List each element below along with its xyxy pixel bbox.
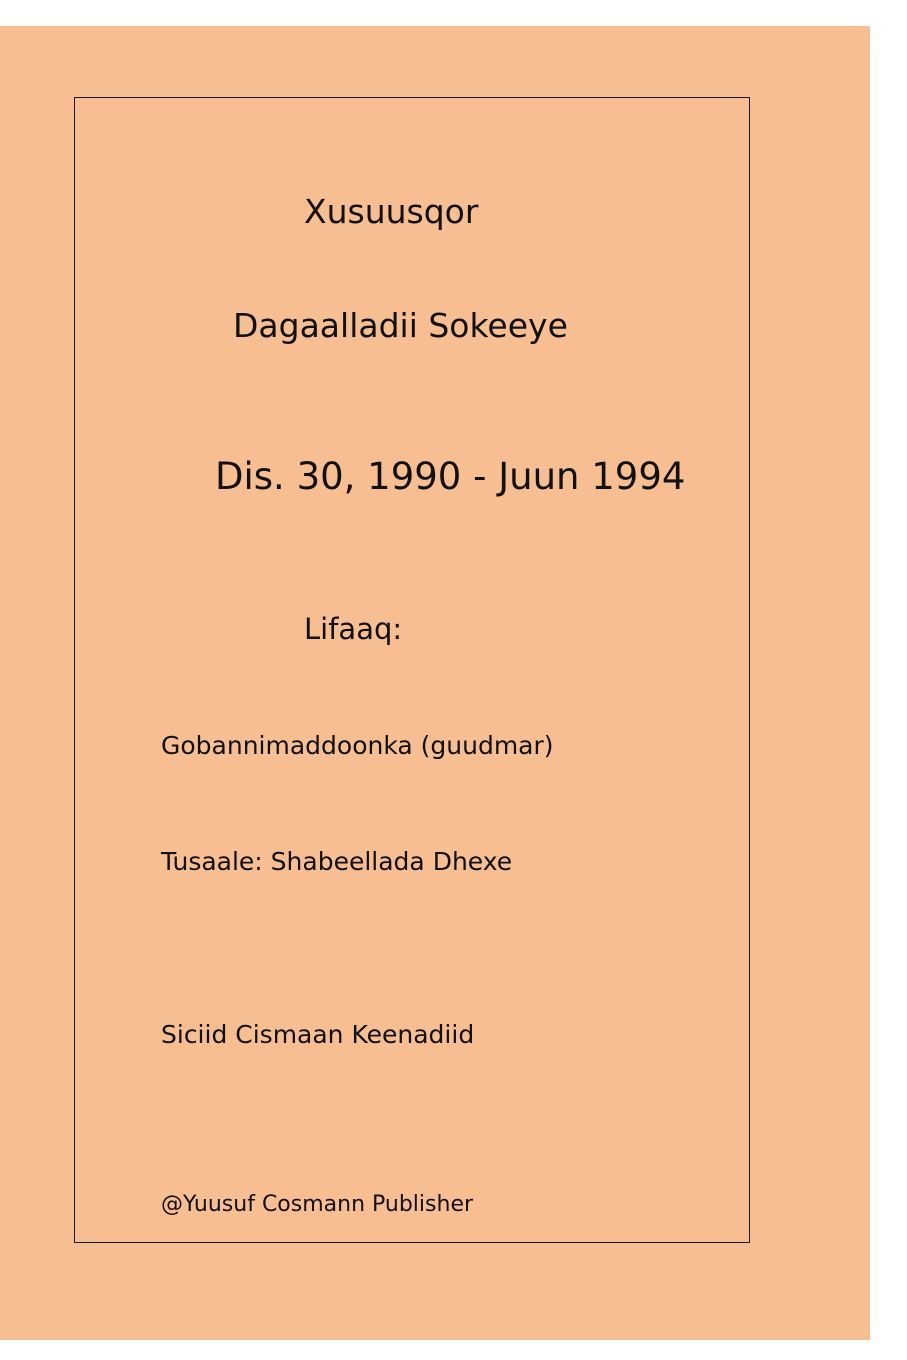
appendix-label: Lifaaq: [304, 612, 403, 646]
cover-subtitle: Dagaalladii Sokeeye [233, 306, 568, 345]
cover-title: Xusuusqor [304, 192, 479, 231]
publisher-credit: @Yuusuf Cosmann Publisher [161, 1192, 474, 1217]
cover-date-range: Dis. 30, 1990 - Juun 1994 [215, 455, 686, 498]
author-name: Siciid Cismaan Keenadiid [161, 1020, 475, 1049]
cover-border-frame [74, 97, 750, 1243]
appendix-item-1: Gobannimaddoonka (guudmar) [161, 731, 554, 760]
appendix-item-2: Tusaale: Shabeellada Dhexe [161, 847, 513, 876]
